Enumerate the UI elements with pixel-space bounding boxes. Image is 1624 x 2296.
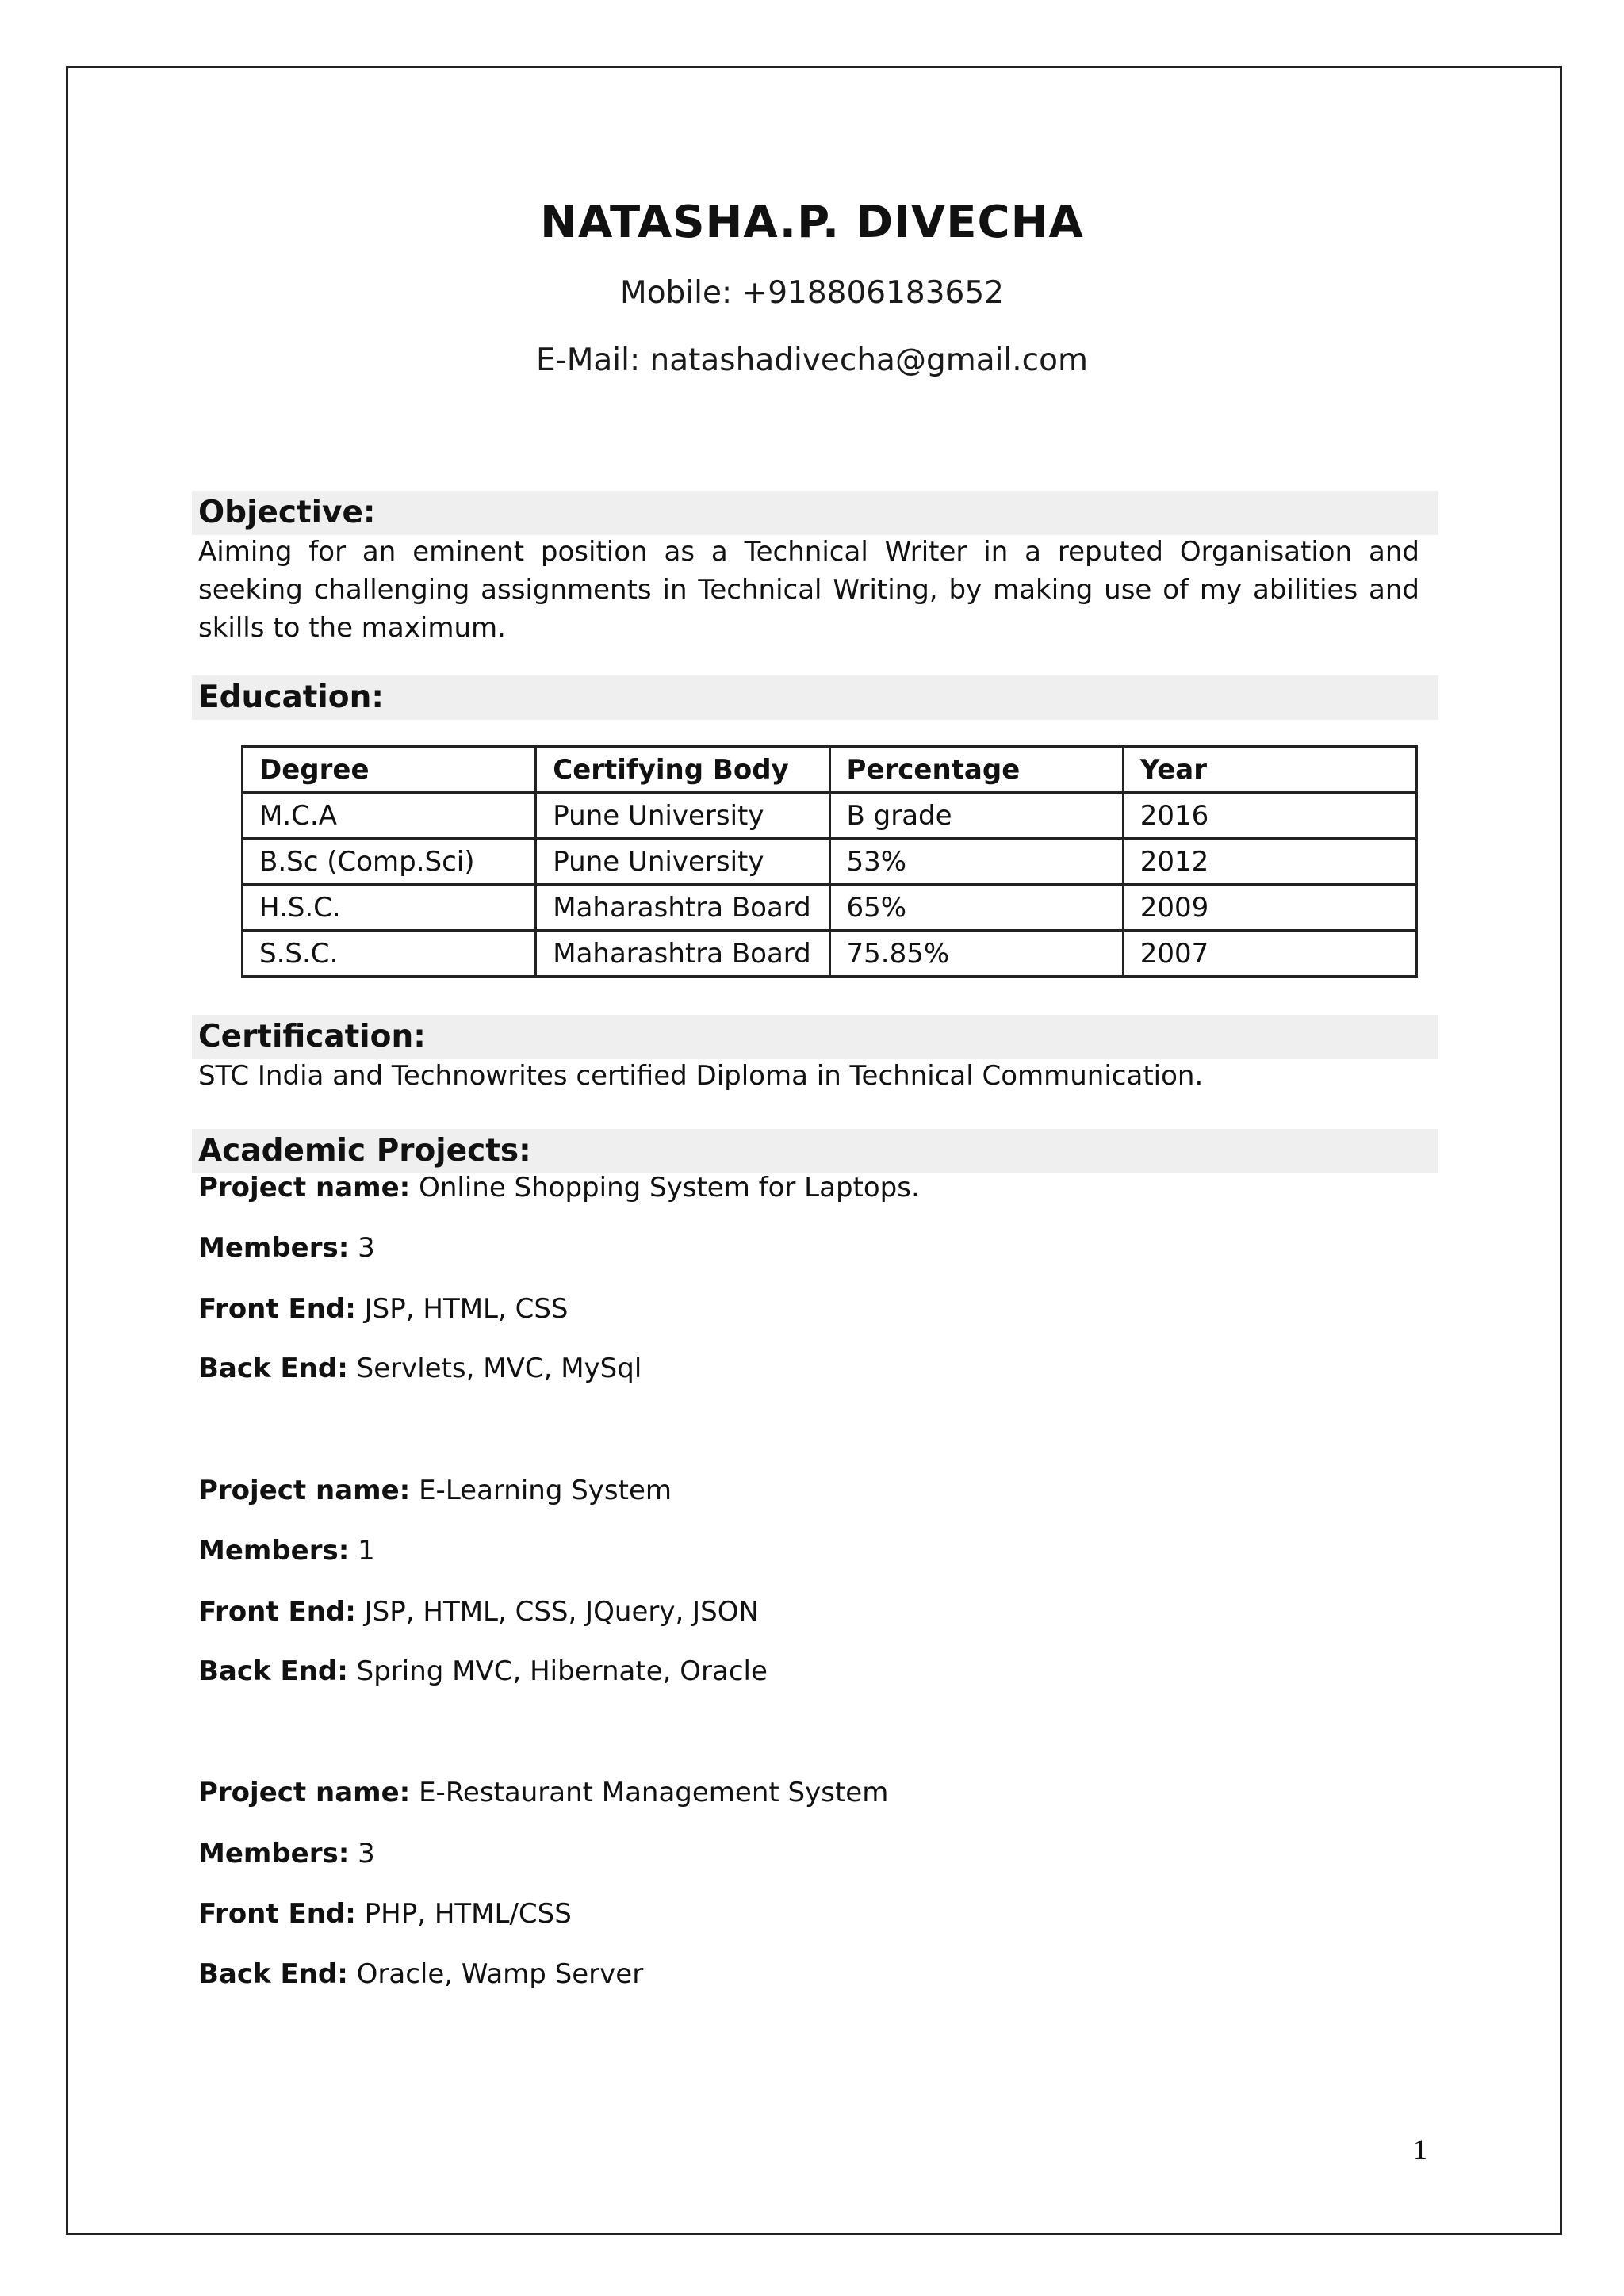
members-label: Members: bbox=[198, 1838, 350, 1869]
back-end-label: Back End: bbox=[198, 1958, 348, 1990]
project-back-end-line bbox=[198, 1353, 642, 1384]
candidate-name: NATASHA.P. DIVECHA bbox=[540, 197, 1084, 248]
email-address: E-Mail: natashadivecha@gmail.com bbox=[536, 342, 1088, 378]
members-label: Members: bbox=[198, 1535, 350, 1567]
members-value: 3 bbox=[358, 1838, 375, 1869]
front-end-label: Front End: bbox=[198, 1293, 356, 1325]
certification-text: STC India and Technowrites certified Diploma in Technical Communication. bbox=[198, 1060, 1204, 1092]
front-end-label: Front End: bbox=[198, 1596, 356, 1628]
objective-heading: Objective: bbox=[192, 491, 1438, 535]
project-members-line bbox=[198, 1838, 375, 1869]
project-name-label: Project name: bbox=[198, 1777, 411, 1808]
front-end-value: PHP, HTML/CSS bbox=[364, 1898, 572, 1930]
table-cell: S.S.C. bbox=[243, 931, 536, 977]
members-label: Members: bbox=[198, 1232, 350, 1264]
project-front-end-line bbox=[198, 1596, 759, 1628]
front-end-value: JSP, HTML, CSS, JQuery, JSON bbox=[364, 1596, 759, 1628]
project-front-end-line bbox=[198, 1898, 572, 1930]
project-name-line bbox=[198, 1777, 888, 1808]
table-cell: 2009 bbox=[1123, 885, 1416, 931]
mobile-number: Mobile: +918806183652 bbox=[620, 275, 1004, 311]
table-cell: 65% bbox=[829, 885, 1123, 931]
table-row bbox=[243, 931, 1417, 977]
project-back-end-line bbox=[198, 1655, 768, 1687]
back-end-label: Back End: bbox=[198, 1353, 348, 1384]
table-cell: 2007 bbox=[1123, 931, 1416, 977]
table-cell: Maharashtra Board bbox=[536, 931, 829, 977]
project-members-line bbox=[198, 1535, 375, 1567]
column-header: Year bbox=[1123, 747, 1416, 793]
project-name-label: Project name: bbox=[198, 1475, 411, 1506]
project-back-end-line bbox=[198, 1958, 643, 1990]
project-name-value: Online Shopping System for Laptops. bbox=[419, 1172, 920, 1203]
table-header-row bbox=[243, 747, 1417, 793]
members-value: 3 bbox=[358, 1232, 375, 1264]
table-cell: Pune University bbox=[536, 793, 829, 839]
column-header: Degree bbox=[243, 747, 536, 793]
education-heading: Education: bbox=[192, 675, 1438, 720]
table-cell: Pune University bbox=[536, 839, 829, 885]
table-cell: 53% bbox=[829, 839, 1123, 885]
table-cell: M.C.A bbox=[243, 793, 536, 839]
project-name-line bbox=[198, 1172, 920, 1203]
table-cell: H.S.C. bbox=[243, 885, 536, 931]
front-end-label: Front End: bbox=[198, 1898, 356, 1930]
project-name-value: E-Restaurant Management System bbox=[419, 1777, 889, 1808]
page-number: 1 bbox=[1413, 2133, 1427, 2165]
project-name-value: E-Learning System bbox=[419, 1475, 672, 1506]
table-cell: B grade bbox=[829, 793, 1123, 839]
table-row bbox=[243, 793, 1417, 839]
project-members-line bbox=[198, 1232, 375, 1264]
table-cell: 2012 bbox=[1123, 839, 1416, 885]
members-value: 1 bbox=[358, 1535, 375, 1567]
table-cell: B.Sc (Comp.Sci) bbox=[243, 839, 536, 885]
column-header: Percentage bbox=[829, 747, 1123, 793]
table-cell: Maharashtra Board bbox=[536, 885, 829, 931]
back-end-value: Spring MVC, Hibernate, Oracle bbox=[356, 1655, 768, 1687]
table-row bbox=[243, 885, 1417, 931]
back-end-value: Servlets, MVC, MySql bbox=[356, 1353, 642, 1384]
education-table bbox=[241, 745, 1418, 978]
project-name-line bbox=[198, 1475, 672, 1506]
objective-text: Aiming for an eminent position as a Technical Writer in a reputed Organisation and seeking challenging assignments in Technical Writing, by making use of my abilities and skills to the maximum. bbox=[198, 536, 1419, 644]
table-cell: 2016 bbox=[1123, 793, 1416, 839]
back-end-value: Oracle, Wamp Server bbox=[356, 1958, 644, 1990]
front-end-value: JSP, HTML, CSS bbox=[364, 1293, 569, 1325]
project-name-label: Project name: bbox=[198, 1172, 411, 1203]
column-header: Certifying Body bbox=[536, 747, 829, 793]
project-front-end-line bbox=[198, 1293, 569, 1325]
projects-heading: Academic Projects: bbox=[192, 1129, 1438, 1173]
certification-heading: Certification: bbox=[192, 1015, 1438, 1059]
table-row bbox=[243, 839, 1417, 885]
back-end-label: Back End: bbox=[198, 1655, 348, 1687]
table-cell: 75.85% bbox=[829, 931, 1123, 977]
